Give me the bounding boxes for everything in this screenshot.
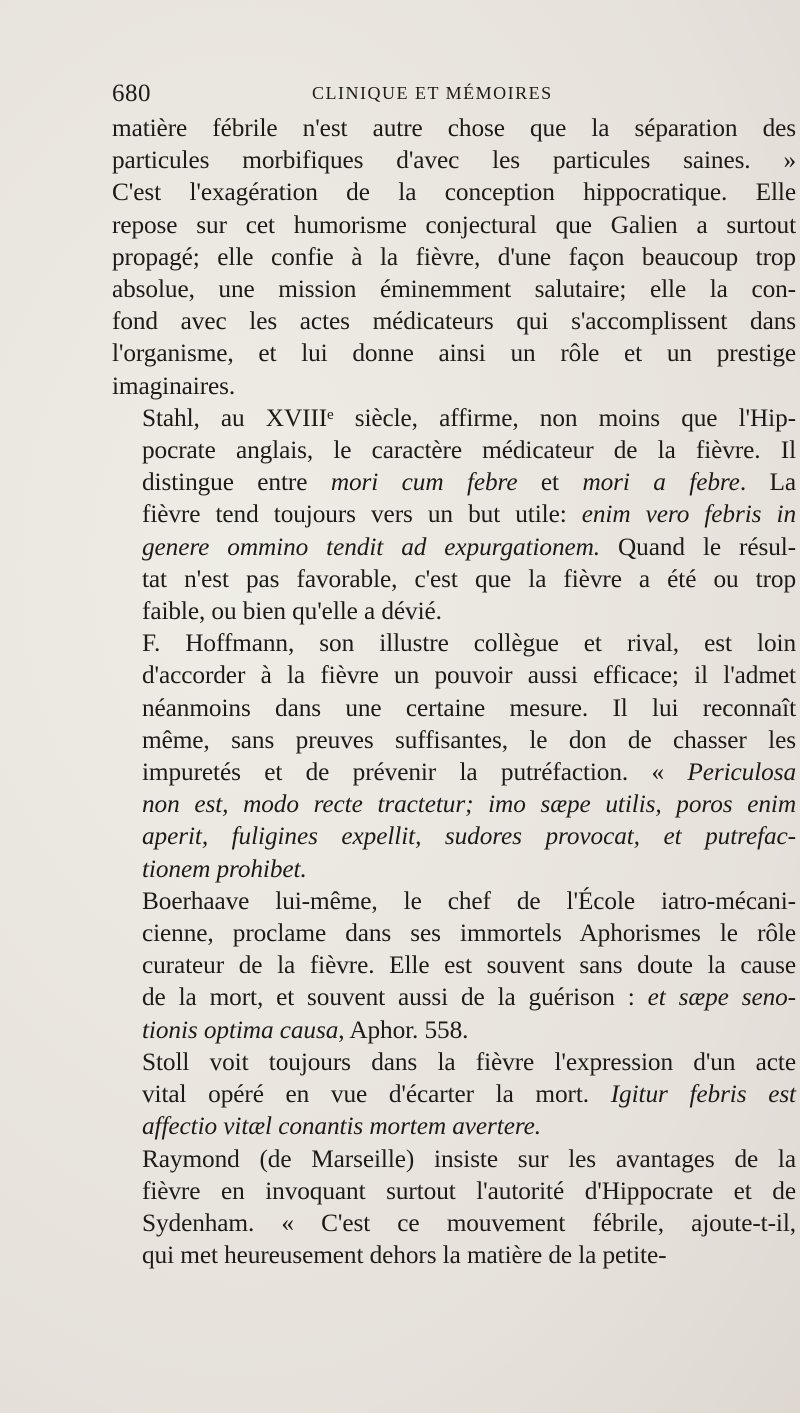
book-page xyxy=(112,76,796,1271)
text-line: absolue, une mission éminemment salutaire; elle la con- xyxy=(112,275,796,304)
text-line: qui met heureusement dehors la matière de la petite- xyxy=(142,1241,667,1270)
text-line: l'organisme, et lui donne ainsi un rôle et un prestige xyxy=(112,339,796,368)
paragraph xyxy=(112,1143,796,1272)
paragraph xyxy=(112,402,796,627)
page-number: 680 xyxy=(112,80,151,107)
text-line: Stahl, au XVIIIᵉ siècle, affirme, non moins que l'Hip- xyxy=(142,403,796,432)
text-line: vital opéré en vue d'écarter la mort. Igitur febris est xyxy=(142,1080,796,1109)
text-line: pocrate anglais, le caractère médicateur de la fièvre. Il xyxy=(142,436,796,465)
text-line: particules morbifiques d'avec les particules saines. » xyxy=(112,146,796,175)
text-line: même, sans preuves suffisantes, le don de chasser les xyxy=(142,725,796,754)
text-line: d'accorder à la fièvre un pouvoir aussi efficace; il l'admet xyxy=(142,661,796,690)
running-title: CLINIQUE ET MÉMOIRES xyxy=(312,83,553,103)
text-line: genere ommino tendit ad expurgationem. Quand le résul- xyxy=(142,532,796,561)
text-line: néanmoins dans une certaine mesure. Il lui reconnaît xyxy=(142,693,796,722)
text-line: fièvre en invoquant surtout l'autorité d'Hippocrate et de xyxy=(142,1176,796,1205)
text-line: imaginaires. xyxy=(112,371,236,400)
text-line: fièvre tend toujours vers un but utile: enim vero febris in xyxy=(142,500,796,529)
running-head xyxy=(112,76,796,112)
text-line: Stoll voit toujours dans la fièvre l'expression d'un acte xyxy=(142,1047,796,1076)
text-line: distingue entre mori cum febre et mori a febre. La xyxy=(142,468,796,497)
text-line: aperit, fuligines expellit, sudores provocat, et putrefac- xyxy=(142,822,796,851)
text-line: repose sur cet humorisme conjectural que Galien a surtout xyxy=(112,210,796,239)
text-line: fond avec les actes médicateurs qui s'accomplissent dans xyxy=(112,307,796,336)
text-line: curateur de la fièvre. Elle est souvent sans doute la cause xyxy=(142,951,796,980)
text-line: faible, ou bien qu'elle a dévié. xyxy=(142,597,442,626)
text-line: Raymond (de Marseille) insiste sur les avantages de la xyxy=(142,1144,796,1173)
text-line: Boerhaave lui-même, le chef de l'École iatro-mécani- xyxy=(142,886,796,915)
text-line: de la mort, et souvent aussi de la guérison : et sæpe seno- xyxy=(142,983,796,1012)
text-line: matière fébrile n'est autre chose que la séparation des xyxy=(112,114,796,142)
text-line: impuretés et de prévenir la putréfaction. « Periculosa xyxy=(142,758,796,787)
paragraph xyxy=(112,112,796,402)
text-line: non est, modo recte tractetur; imo sæpe utilis, poros enim xyxy=(142,790,796,819)
text-line: propagé; elle confie à la fièvre, d'une façon beaucoup trop xyxy=(112,242,796,271)
text-line: F. Hoffmann, son illustre collègue et rival, est loin xyxy=(142,629,796,658)
text-line: tat n'est pas favorable, c'est que la fièvre a été ou trop xyxy=(142,564,796,593)
paragraph xyxy=(112,1046,796,1143)
text-line: tionis optima causa, Aphor. 558. xyxy=(142,1015,469,1044)
paragraph xyxy=(112,885,796,1046)
paragraph xyxy=(112,627,796,885)
body-text xyxy=(112,112,796,1271)
text-line: cienne, proclame dans ses immortels Aphorismes le rôle xyxy=(142,919,796,948)
text-line: affectio vitæl conantis mortem avertere. xyxy=(142,1112,542,1141)
text-line: Sydenham. « C'est ce mouvement fébrile, ajoute-t-il, xyxy=(142,1208,796,1237)
text-line: tionem prohibet. xyxy=(142,854,307,883)
text-line: C'est l'exagération de la conception hippocratique. Elle xyxy=(112,178,796,207)
